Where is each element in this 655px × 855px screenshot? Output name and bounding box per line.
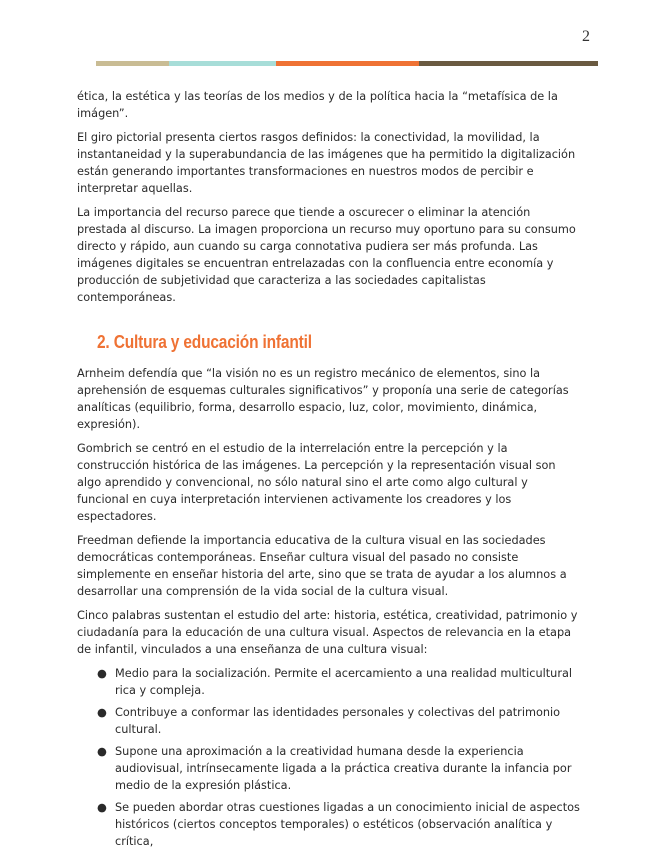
paragraph: Freedman defiende la importancia educativa de la cultura visual en las sociedades democráticas contemporáneas. Enseñar cultura visual del pasado no consiste simplemente en enseñar historia del arte, sino que se trata de ayudar a los alumnos a desarrollar una comprensión de la vida social de la cultura visual. [77,534,567,598]
bullet-icon: ● [97,706,107,719]
list-item [77,743,583,794]
bullet-icon: ● [97,801,107,814]
list-item-text: Se pueden abordar otras cuestiones ligadas a un conocimiento inicial de aspectos históricos (ciertos conceptos temporales) o estéticos (observación analítica y crítica, [115,801,580,848]
list-item [77,704,583,738]
paragraph: La importancia del recurso parece que tiende a oscurecer o eliminar la atención prestada al discurso. La imagen proporciona un recurso muy oportuno para su consumo directo y rápido, aun cuando su carga connotativa pudiera ser más profunda. Las imágenes digitales se encuentran entrelazadas con la confluencia entre economía y producción de subjetividad que caracteriza a las sociedades capitalistas contemporáneas. [77,206,576,304]
bullet-icon: ● [97,667,107,680]
list-item-text: Supone una aproximación a la creatividad humana desde la experiencia audiovisual, intrínsecamente ligada a la práctica creativa durante la infancia por medio de la expresión plástica. [115,745,572,792]
paragraph: Arnheim defendía que “la visión no es un registro mecánico de elementos, sino la aprehensión de esquemas culturales significativos” y proponía una serie de categorías analíticas (equilibrio, forma, desarrollo espacio, luz, color, movimiento, dinámica, expresión). [77,367,569,431]
list-item-text: Medio para la socialización. Permite el acercamiento a una realidad multicultural rica y compleja. [115,667,573,697]
bullet-list [77,665,583,850]
section-heading: 2. Cultura y educación infantil [97,332,312,352]
list-item [77,665,583,699]
color-bar-segment-teal [169,61,276,66]
header-color-bar [96,61,598,66]
paragraph: ética, la estética y las teorías de los medios y de la política hacia la “metafísica de la imágen”. [77,90,558,120]
list-item [77,799,583,850]
list-item-text: Contribuye a conformar las identidades personales y colectivas del patrimonio cultural. [115,706,561,736]
page-number: 2 [582,28,590,45]
paragraph: Cinco palabras sustentan el estudio del arte: historia, estética, creatividad, patrimonio y ciudadanía para la educación de una cultura visual. Aspectos de relevancia en la etapa de infantil, vinculados a una enseñanza de una cultura visual: [77,609,578,656]
document-body [77,88,583,855]
color-bar-segment-brown [419,61,598,66]
paragraph: El giro pictorial presenta ciertos rasgos definidos: la conectividad, la movilidad, la instantaneidad y la superabundancia de las imágenes que ha permitido la digitalización están generando importantes transformaciones en nuestros modos de percibir e interpretar aquellas. [77,131,576,195]
color-bar-segment-tan [96,61,169,66]
paragraph: Gombrich se centró en el estudio de la interrelación entre la percepción y la construcción histórica de las imágenes. La percepción y la representación visual son algo aprendido y convencional, no sólo natural sino el arte como algo cultural y funcional en cuya interpretación intervienen activamente los creadores y los espectadores. [77,442,556,523]
bullet-icon: ● [97,745,107,758]
color-bar-segment-orange [276,61,419,66]
